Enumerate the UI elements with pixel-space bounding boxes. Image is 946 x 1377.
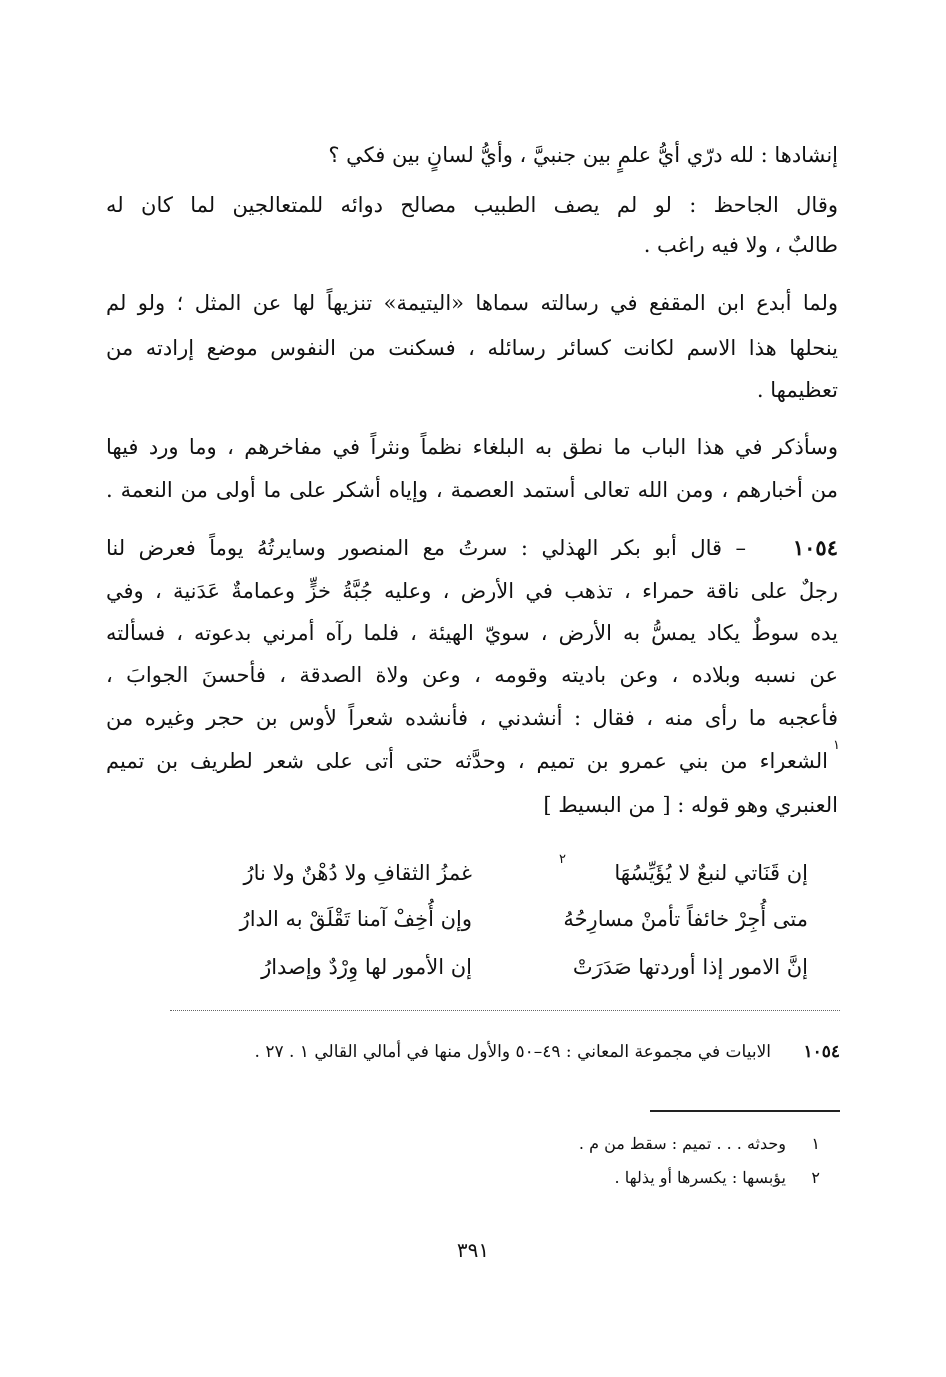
text-line-9: – قال أبو بكر الهذلي : سرتُ مع المنصور وسايرتُهُ يوماً فعرض لنا — [106, 536, 746, 560]
footnote-ref-1: ١ — [833, 738, 840, 753]
text-line-2: وقال الجاحظ : لو لم يصف الطبيب مصالح دوائه للمتعالجين لما كان له — [106, 193, 838, 217]
footnote-separator — [650, 1110, 840, 1112]
verse-2-second-hemistich: وإن أُخِفْ آمنا تَقْلَقْ به الدارُ — [239, 907, 472, 931]
footnote-1-text: وحدثه . . . تميم : سقط من م . — [578, 1134, 786, 1153]
verse-3-first-hemistich: إنَّ الامور إذا أوردتها صَدَرَتْ — [572, 955, 808, 979]
text-line-3: طالبٌ ، ولا فيه راغب . — [643, 233, 838, 257]
text-line-13: فأعجبه ما رأى منه ، فقال : أنشدني ، فأنشده شعراً لأوس بن حجر وغيره من — [106, 706, 838, 730]
text-line-10: رجلٌ على ناقة حمراء ، تذهب في الأرض ، وعليه جُبَّةُ خزٍّ وعمامةٌ عَدَنية ، وفي — [106, 579, 838, 603]
text-line-7: وسأذكر في هذا الباب ما نطق به البلغاء نظماً ونثراً في مفاخرهم ، وما ورد فيها — [106, 435, 838, 459]
footnote-2-text: يؤبسها : يكسرها أو يذلها . — [614, 1168, 786, 1187]
page-number: ٣٩١ — [456, 1238, 490, 1262]
text-line-12: عن نسبه وبلاده ، وعن باديته وقومه ، وعن ولاة الصدقة ، فأحسنَ الجوابَ ، — [106, 663, 838, 687]
verse-1-footnote-ref: ٢ — [559, 852, 566, 867]
text-line-8: من أخبارهم ، ومن الله تعالى أستمد العصمة ، وإياه أشكر على ما أولى من النعمة . — [106, 478, 838, 502]
dotted-separator — [170, 1010, 840, 1011]
source-note-number: ١٠٥٤ — [803, 1042, 840, 1062]
verse-1-first-hemistich: إن قَنَاتي لنبعٌ لا يُؤَيِّسُهَا — [614, 861, 808, 885]
entry-number: ١٠٥٤ — [792, 535, 838, 560]
text-line-11: يده سوطٌ يكاد يمسُّ به الأرض ، سويّ الهيئة ، فلما رآه أمرني بدعوته ، فسألته — [106, 621, 838, 645]
text-line-15: العنبري وهو قوله : [ من البسيط ] — [543, 793, 838, 817]
text-line-14: الشعراء من بني عمرو بن تميم ، وحدَّثه حتى أتى على شعر لطريف بن تميم — [106, 749, 828, 773]
text-line-6: تعظيمها . — [756, 378, 838, 402]
text-line-1: إنشادها : لله درّي أيُّ علمٍ بين جنبيَّ ، وأيُّ لسانٍ بين فكي ؟ — [328, 143, 838, 167]
verse-3-second-hemistich: إن الأمور لها وِرْدٌ وإصدارُ — [261, 955, 472, 979]
text-line-4: ولما أبدع ابن المقفع في رسالته سماها «اليتيمة» تنزيهاً لها عن المثل ؛ ولو لم — [106, 291, 838, 315]
verse-2-first-hemistich: متى أُجِرْ خائفاً تأمنْ مسارِحُهُ — [563, 907, 808, 931]
verse-1-second-hemistich: غمزُ الثقافِ ولا دُهْنٌ ولا نارُ — [243, 861, 472, 885]
footnote-2-mark: ٢ — [811, 1168, 820, 1187]
text-line-5: ينحلها هذا الاسم لكانت كسائر رسائله ، فسكنت من النفوس موضع إرادته من — [106, 336, 838, 360]
source-note-text: الابيات في مجموعة المعاني : ٤٩–٥٠ والأول منها في أمالي القالي ١ . ٢٧ . — [254, 1042, 771, 1062]
footnote-1-mark: ١ — [811, 1134, 820, 1153]
